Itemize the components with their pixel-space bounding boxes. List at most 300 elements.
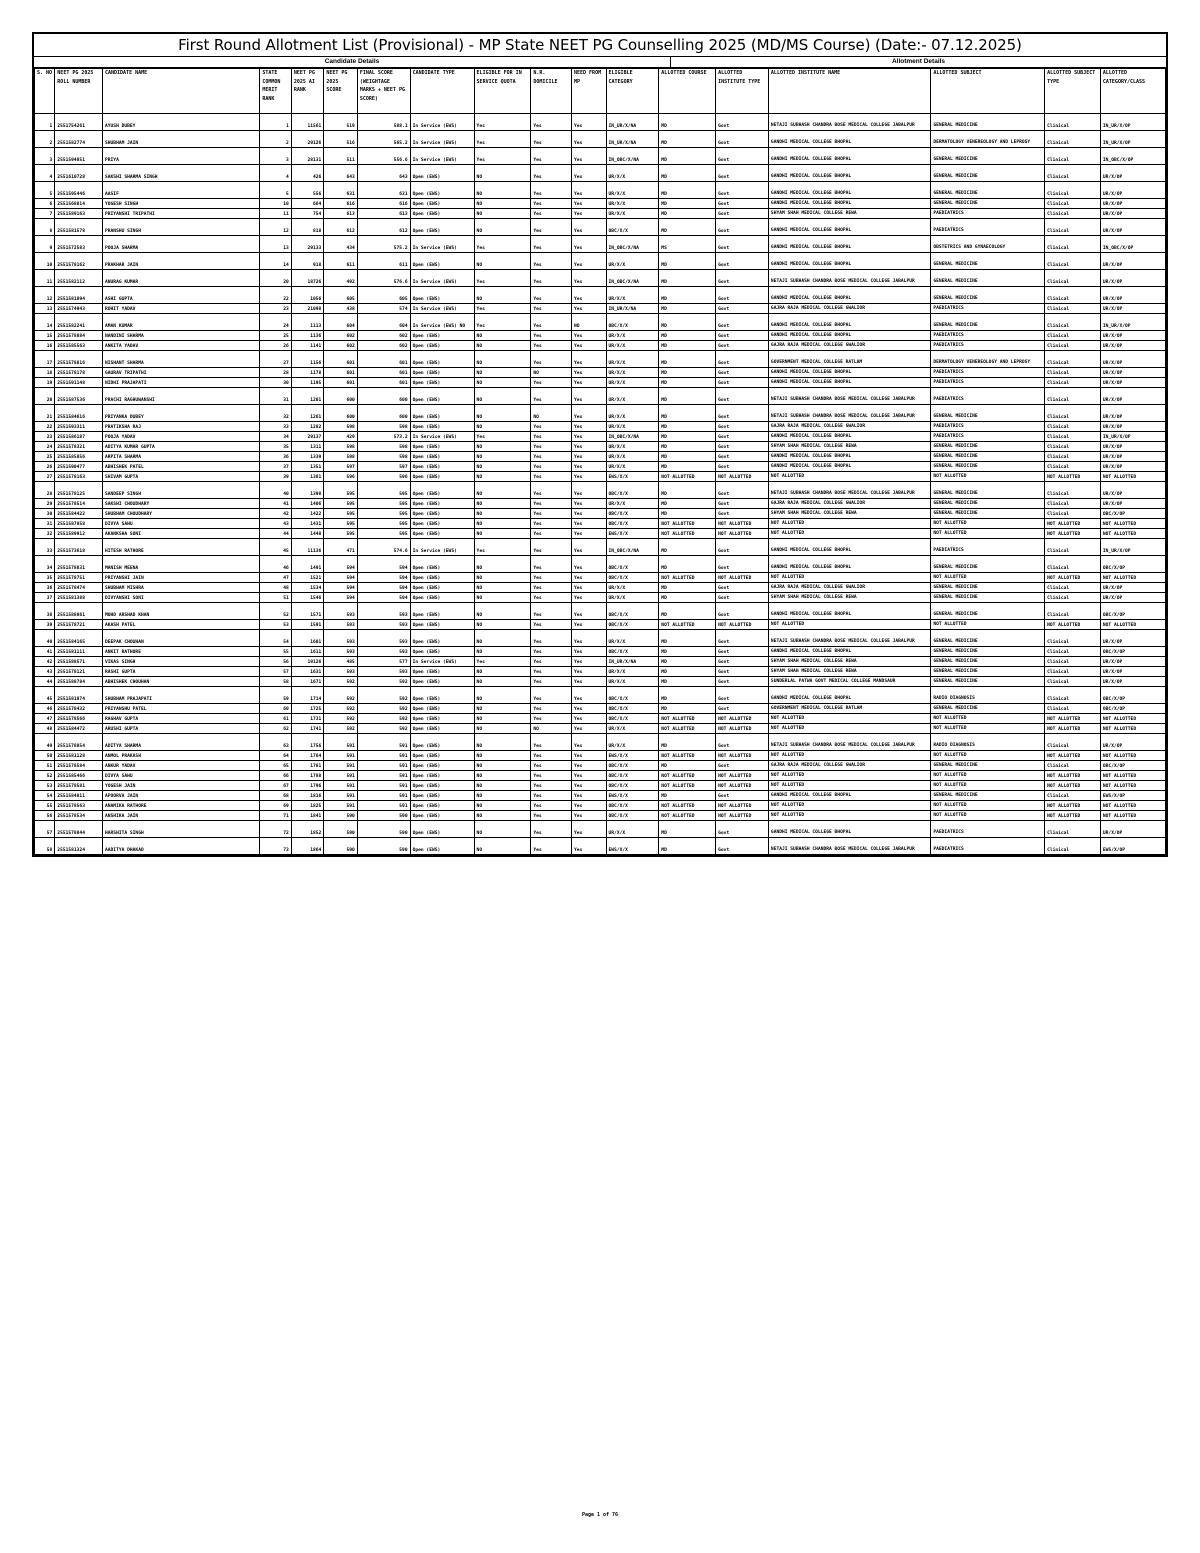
table-cell: 471 bbox=[324, 539, 358, 556]
table-cell: 426 bbox=[291, 165, 323, 182]
table-cell: In Service (EWS) NO bbox=[410, 314, 474, 331]
header-row bbox=[35, 69, 1166, 114]
table-cell: Yes bbox=[572, 422, 607, 432]
table-cell: 39 bbox=[35, 620, 55, 630]
table-cell: Open (EWS) bbox=[410, 442, 474, 452]
table-cell: PAEDIATRICS bbox=[931, 838, 1045, 855]
column-groups bbox=[34, 57, 1166, 68]
table-cell: MD bbox=[659, 687, 716, 704]
table-row bbox=[35, 462, 1166, 472]
table-cell: 40 bbox=[35, 630, 55, 647]
table-cell: 2551587536 bbox=[55, 388, 103, 405]
table-row bbox=[35, 556, 1166, 573]
table-cell: NOT ALLOTTED bbox=[1100, 801, 1165, 811]
table-cell: 42 bbox=[260, 509, 291, 519]
table-cell: Yes bbox=[474, 270, 531, 287]
table-cell: OBC/X/X bbox=[606, 781, 659, 791]
table-cell: Yes bbox=[572, 838, 607, 855]
table-cell: 69 bbox=[260, 801, 291, 811]
table-cell: UR/X/X bbox=[606, 667, 659, 677]
table-cell: 591 bbox=[324, 734, 358, 751]
table-cell: PAEDIATRICS bbox=[931, 219, 1045, 236]
table-row bbox=[35, 573, 1166, 583]
table-cell: Open (EWS) bbox=[410, 452, 474, 462]
table-cell: 2551594851 bbox=[55, 148, 103, 165]
table-cell: MD bbox=[659, 270, 716, 287]
table-cell: Yes bbox=[531, 304, 572, 314]
table-cell: MD bbox=[659, 368, 716, 378]
table-cell: NOT ALLOTTED bbox=[931, 714, 1045, 724]
table-cell: IN_UR/X/OP bbox=[1100, 114, 1165, 131]
table-cell: GANDHI MEDICAL COLLEGE BHOPAL bbox=[768, 378, 930, 388]
table-cell: 1764 bbox=[291, 751, 323, 761]
table-cell: 594 bbox=[324, 573, 358, 583]
table-cell: Clinical bbox=[1045, 499, 1101, 509]
table-cell: Yes bbox=[531, 556, 572, 573]
table-cell: Yes bbox=[572, 131, 607, 148]
table-cell: Open (EWS) bbox=[410, 556, 474, 573]
table-cell: Yes bbox=[531, 529, 572, 539]
table-row bbox=[35, 341, 1166, 351]
table-cell: 1631 bbox=[291, 667, 323, 677]
table-cell: 594 bbox=[357, 583, 410, 593]
table-cell: 23 bbox=[260, 304, 291, 314]
table-cell: 26 bbox=[260, 341, 291, 351]
table-cell: 605 bbox=[324, 287, 358, 304]
table-cell: Yes bbox=[572, 657, 607, 667]
table-cell: 1056 bbox=[291, 287, 323, 304]
table-cell: 32 bbox=[35, 529, 55, 539]
table-cell: SHUBHAM CHOUDHARY bbox=[103, 509, 260, 519]
table-cell: 2551578162 bbox=[55, 253, 103, 270]
table-cell: Open (EWS) bbox=[410, 351, 474, 368]
table-cell: NO bbox=[474, 573, 531, 583]
table-cell: NIDHI PRAJAPATI bbox=[103, 378, 260, 388]
table-cell: 2551581874 bbox=[55, 687, 103, 704]
table-cell: 2551578563 bbox=[55, 801, 103, 811]
table-cell: Clinical bbox=[1045, 209, 1101, 219]
table-cell: 29 bbox=[35, 499, 55, 509]
table-cell: 1141 bbox=[291, 341, 323, 351]
table-cell: NOT ALLOTTED bbox=[716, 801, 769, 811]
table-cell: NOT ALLOTTED bbox=[659, 771, 716, 781]
table-cell: Open (EWS) bbox=[410, 704, 474, 714]
table-cell: Govt bbox=[716, 378, 769, 388]
table-cell: Clinical bbox=[1045, 304, 1101, 314]
table-cell: GANDHI MEDICAL COLLEGE BHOPAL bbox=[768, 539, 930, 556]
table-cell: GENERAL MEDICINE bbox=[931, 657, 1045, 667]
table-cell: Open (EWS) bbox=[410, 482, 474, 499]
table-cell: 434 bbox=[324, 236, 358, 253]
table-cell: 11 bbox=[35, 270, 55, 287]
table-cell: Govt bbox=[716, 499, 769, 509]
table-cell: 60 bbox=[260, 704, 291, 714]
table-cell: IN_UR/X/NA bbox=[606, 657, 659, 667]
table-cell: GENERAL MEDICINE bbox=[931, 405, 1045, 422]
table-cell: Yes bbox=[474, 131, 531, 148]
table-cell: IN_OBC/X/NA bbox=[606, 148, 659, 165]
table-cell: Open (EWS) bbox=[410, 182, 474, 199]
table-cell: 2551590477 bbox=[55, 462, 103, 472]
table-cell: Open (EWS) bbox=[410, 378, 474, 388]
table-cell: 43 bbox=[35, 667, 55, 677]
table-cell: Govt bbox=[716, 432, 769, 442]
table-cell: 65 bbox=[260, 761, 291, 771]
table-cell: 600 bbox=[357, 388, 410, 405]
table-cell: UR/X/OP bbox=[1100, 422, 1165, 432]
table-cell: Govt bbox=[716, 482, 769, 499]
table-cell: Yes bbox=[531, 509, 572, 519]
table-cell: GANDHI MEDICAL COLLEGE BHOPAL bbox=[768, 821, 930, 838]
table-cell: Govt bbox=[716, 422, 769, 432]
table-cell: MD bbox=[659, 583, 716, 593]
table-cell: SAKSHI CHOUDHARY bbox=[103, 499, 260, 509]
table-cell: Govt bbox=[716, 165, 769, 182]
table-cell: Govt bbox=[716, 704, 769, 714]
table-cell: UR/X/X bbox=[606, 165, 659, 182]
table-cell: Govt bbox=[716, 236, 769, 253]
table-cell: Open (EWS) bbox=[410, 165, 474, 182]
column-header: ELIGIBLE FOR IN SERVICE QUOTA bbox=[474, 69, 531, 114]
table-row bbox=[35, 657, 1166, 667]
table-row bbox=[35, 734, 1166, 751]
table-cell: Clinical bbox=[1045, 603, 1101, 620]
table-cell: 9 bbox=[35, 236, 55, 253]
table-cell: RADIO DIAGNOSIS bbox=[931, 734, 1045, 751]
table-cell: MD bbox=[659, 253, 716, 270]
table-cell: VIKAS SINGH bbox=[103, 657, 260, 667]
table-cell: 14 bbox=[260, 253, 291, 270]
table-cell: In Service (EWS) bbox=[410, 539, 474, 556]
table-cell: Yes bbox=[572, 462, 607, 472]
table-cell: 2551581388 bbox=[55, 593, 103, 603]
table-cell: GAJRA RAJA MEDICAL COLLEGE GWALIOR bbox=[768, 422, 930, 432]
table-cell: NOT ALLOTTED bbox=[931, 781, 1045, 791]
table-row bbox=[35, 821, 1166, 838]
table-cell: GANDHI MEDICAL COLLEGE BHOPAL bbox=[768, 182, 930, 199]
table-cell: 27 bbox=[260, 351, 291, 368]
table-cell: GANDHI MEDICAL COLLEGE BHOPAL bbox=[768, 287, 930, 304]
table-cell: 7 bbox=[35, 209, 55, 219]
table-cell: 38 bbox=[35, 603, 55, 620]
table-cell: Yes bbox=[572, 378, 607, 388]
table-cell: IN_UR/X/OP bbox=[1100, 131, 1165, 148]
table-cell: NO bbox=[474, 509, 531, 519]
table-cell: 596 bbox=[324, 472, 358, 482]
table-cell: 592 bbox=[357, 687, 410, 704]
table-cell: NO bbox=[474, 781, 531, 791]
table-cell: NOT ALLOTTED bbox=[931, 801, 1045, 811]
table-cell: Yes bbox=[572, 148, 607, 165]
table-cell: NO bbox=[474, 761, 531, 771]
table-cell: MD bbox=[659, 509, 716, 519]
table-cell: Open (EWS) bbox=[410, 422, 474, 432]
table-cell: 2551585563 bbox=[55, 341, 103, 351]
table-cell: 48 bbox=[35, 724, 55, 734]
table-cell: 13 bbox=[35, 304, 55, 314]
table-cell: MD bbox=[659, 452, 716, 462]
table-cell: Clinical bbox=[1045, 704, 1101, 714]
table-cell: ARPITA SHARMA bbox=[103, 452, 260, 462]
table-cell: 18 bbox=[35, 368, 55, 378]
table-cell: NOT ALLOTTED bbox=[1100, 751, 1165, 761]
table-cell: 2551578121 bbox=[55, 667, 103, 677]
table-cell: Clinical bbox=[1045, 236, 1101, 253]
table-cell: NO bbox=[474, 811, 531, 821]
table-cell: NOT ALLOTTED bbox=[931, 472, 1045, 482]
table-cell: Clinical bbox=[1045, 405, 1101, 422]
table-cell: NOT ALLOTTED bbox=[716, 781, 769, 791]
table-cell: 2551585856 bbox=[55, 452, 103, 462]
table-cell: Yes bbox=[531, 647, 572, 657]
table-cell: IN_OBC/X/NA bbox=[606, 539, 659, 556]
table-cell: OBC/X/X bbox=[606, 573, 659, 583]
table-cell: AKANKSHA SONI bbox=[103, 529, 260, 539]
table-cell: 15 bbox=[35, 331, 55, 341]
table-row bbox=[35, 314, 1166, 331]
table-cell: 47 bbox=[260, 573, 291, 583]
table-cell: DIVYANSHI SONI bbox=[103, 593, 260, 603]
table-cell: Yes bbox=[531, 219, 572, 236]
table-cell: 594 bbox=[357, 573, 410, 583]
table-cell: Govt bbox=[716, 182, 769, 199]
table-cell: EWS/X/X bbox=[606, 791, 659, 801]
table-cell: NOT ALLOTTED bbox=[716, 724, 769, 734]
table-cell: GANDHI MEDICAL COLLEGE BHOPAL bbox=[768, 131, 930, 148]
table-cell: Clinical bbox=[1045, 378, 1101, 388]
table-cell: DEEPAK CHOUHAN bbox=[103, 630, 260, 647]
table-row bbox=[35, 253, 1166, 270]
table-cell: 10 bbox=[260, 199, 291, 209]
table-cell: 1311 bbox=[291, 442, 323, 452]
table-cell: 24 bbox=[35, 442, 55, 452]
table-cell: PRANSHU SINGH bbox=[103, 219, 260, 236]
table-cell: OBSTETRICS AND GYNAECOLOGY bbox=[931, 236, 1045, 253]
table-cell: Govt bbox=[716, 677, 769, 687]
table-cell: UR/X/X bbox=[606, 452, 659, 462]
table-cell: 1852 bbox=[291, 821, 323, 838]
table-cell: In Service (EWS) bbox=[410, 148, 474, 165]
table-cell: NOT ALLOTTED bbox=[1045, 573, 1101, 583]
table-row bbox=[35, 704, 1166, 714]
table-cell: MD bbox=[659, 539, 716, 556]
table-cell: GENERAL MEDICINE bbox=[931, 647, 1045, 657]
table-cell: NOT ALLOTTED bbox=[659, 519, 716, 529]
table-cell: MD bbox=[659, 667, 716, 677]
table-row bbox=[35, 781, 1166, 791]
table-cell: NO bbox=[474, 422, 531, 432]
table-row bbox=[35, 630, 1166, 647]
table-cell: GENERAL MEDICINE bbox=[931, 791, 1045, 801]
table-cell: 1491 bbox=[291, 556, 323, 573]
table-cell: NOT ALLOTTED bbox=[931, 573, 1045, 583]
table-cell: NOT ALLOTTED bbox=[716, 573, 769, 583]
table-row bbox=[35, 539, 1166, 556]
table-cell: 598 bbox=[357, 452, 410, 462]
table-cell: Yes bbox=[531, 519, 572, 529]
table-cell: UR/X/X bbox=[606, 821, 659, 838]
table-cell: 51 bbox=[35, 761, 55, 771]
table-cell: Yes bbox=[572, 287, 607, 304]
table-cell: Yes bbox=[531, 821, 572, 838]
table-cell: 593 bbox=[357, 620, 410, 630]
table-row bbox=[35, 378, 1166, 388]
table-cell: NOT ALLOTTED bbox=[659, 620, 716, 630]
table-cell: NETAJI SUBHASH CHANDRA BOSE MEDICAL COLLEGE JABALPUR bbox=[768, 405, 930, 422]
column-header: NEET PG 2025 AI RANK bbox=[291, 69, 323, 114]
table-cell: Yes bbox=[474, 657, 531, 667]
table-cell: Yes bbox=[572, 199, 607, 209]
table-cell: NOT ALLOTTED bbox=[1045, 781, 1101, 791]
table-cell: IN_OBC/X/NA bbox=[606, 236, 659, 253]
table-cell: MD bbox=[659, 704, 716, 714]
table-cell: Yes bbox=[572, 529, 607, 539]
table-cell: UR/X/OP bbox=[1100, 452, 1165, 462]
table-cell: 34 bbox=[35, 556, 55, 573]
table-cell: 2551578474 bbox=[55, 583, 103, 593]
table-cell: 1534 bbox=[291, 583, 323, 593]
table-cell: NO bbox=[474, 556, 531, 573]
table-cell: Yes bbox=[531, 781, 572, 791]
table-cell: POOJA SHARMA bbox=[103, 236, 260, 253]
table-cell: MD bbox=[659, 677, 716, 687]
table-cell: 601 bbox=[324, 351, 358, 368]
table-cell: GANDHI MEDICAL COLLEGE BHOPAL bbox=[768, 791, 930, 801]
table-cell: NO bbox=[474, 667, 531, 677]
table-cell: GAJRA RAJA MEDICAL COLLEGE GWALIOR bbox=[768, 341, 930, 351]
table-cell: In Service (EWS) bbox=[410, 270, 474, 287]
table-row bbox=[35, 405, 1166, 422]
column-header: CANDIDATE NAME bbox=[103, 69, 260, 114]
table-cell: 48 bbox=[260, 583, 291, 593]
table-cell: 28 bbox=[260, 368, 291, 378]
table-cell: NETAJI SUBHASH CHANDRA BOSE MEDICAL COLLEGE JABALPUR bbox=[768, 270, 930, 287]
table-cell: MD bbox=[659, 821, 716, 838]
table-cell: NO bbox=[474, 771, 531, 781]
table-cell: 602 bbox=[357, 341, 410, 351]
table-cell: UR/X/OP bbox=[1100, 630, 1165, 647]
table-cell: 35 bbox=[35, 573, 55, 583]
table-cell: 36 bbox=[260, 452, 291, 462]
table-cell: NOT ALLOTTED bbox=[1045, 751, 1101, 761]
table-cell: NO bbox=[474, 724, 531, 734]
table-cell: NO bbox=[474, 199, 531, 209]
table-cell: ANMOL PRAKASH bbox=[103, 751, 260, 761]
table-cell: NETAJI SUBHASH CHANDRA BOSE MEDICAL COLLEGE JABALPUR bbox=[768, 388, 930, 405]
table-cell: PRIYANSHI JAIN bbox=[103, 573, 260, 583]
table-cell: 2551578321 bbox=[55, 442, 103, 452]
table-cell: 597 bbox=[324, 462, 358, 472]
table-cell: PAEDIATRICS bbox=[931, 331, 1045, 341]
table-cell: In Service (EWS) bbox=[410, 432, 474, 442]
table-cell: Govt bbox=[716, 270, 769, 287]
table-cell: GANDHI MEDICAL COLLEGE BHOPAL bbox=[768, 314, 930, 331]
table-cell: MD bbox=[659, 199, 716, 209]
table-cell: 30 bbox=[35, 509, 55, 519]
table-cell: GENERAL MEDICINE bbox=[931, 583, 1045, 593]
table-cell: 1571 bbox=[291, 603, 323, 620]
table-cell: 591 bbox=[357, 751, 410, 761]
table-cell: 1864 bbox=[291, 838, 323, 855]
table-cell: 598 bbox=[324, 422, 358, 432]
table-cell: Yes bbox=[531, 539, 572, 556]
table-cell: 519 bbox=[324, 114, 358, 131]
table-cell: GANDHI MEDICAL COLLEGE BHOPAL bbox=[768, 253, 930, 270]
table-cell: 62 bbox=[260, 724, 291, 734]
table-cell: OBC/X/OP bbox=[1100, 761, 1165, 771]
table-cell: Govt bbox=[716, 821, 769, 838]
table-cell: NO bbox=[474, 472, 531, 482]
table-cell: Govt bbox=[716, 442, 769, 452]
table-cell: GENERAL MEDICINE bbox=[931, 270, 1045, 287]
table-cell: 600 bbox=[324, 405, 358, 422]
table-cell: 56 bbox=[35, 811, 55, 821]
table-row bbox=[35, 114, 1166, 131]
table-cell: Yes bbox=[531, 472, 572, 482]
allotment-details-group: Allotment Details bbox=[891, 58, 946, 65]
column-header: NEET PG 2025 SCORE bbox=[324, 69, 358, 114]
table-cell: Govt bbox=[716, 630, 769, 647]
table-cell: Yes bbox=[572, 182, 607, 199]
page-number: Page 1 of 76 bbox=[581, 1512, 619, 1518]
table-row bbox=[35, 270, 1166, 287]
table-cell: Clinical bbox=[1045, 593, 1101, 603]
table-cell: ANSHIKA JAIN bbox=[103, 811, 260, 821]
table-cell: 2551578581 bbox=[55, 781, 103, 791]
table-cell: UR/X/X bbox=[606, 677, 659, 687]
table-cell: 55 bbox=[35, 801, 55, 811]
table-cell: Open (EWS) bbox=[410, 593, 474, 603]
table-cell: MOHD ARSHAD KHAN bbox=[103, 603, 260, 620]
table-cell: 2551588571 bbox=[55, 657, 103, 667]
table-cell: 592 bbox=[324, 704, 358, 714]
table-cell: 53 bbox=[260, 620, 291, 630]
table-cell: POOJA YADAV bbox=[103, 432, 260, 442]
table-cell: OBC/X/X bbox=[606, 314, 659, 331]
table-cell: 631 bbox=[357, 182, 410, 199]
table-cell: Open (EWS) bbox=[410, 838, 474, 855]
table-cell: 590 bbox=[324, 811, 358, 821]
table-cell: Open (EWS) bbox=[410, 529, 474, 539]
table-cell: 2551572583 bbox=[55, 236, 103, 253]
table-row bbox=[35, 791, 1166, 801]
table-cell: Clinical bbox=[1045, 791, 1101, 801]
table-cell: Yes bbox=[531, 462, 572, 472]
table-cell: Clinical bbox=[1045, 462, 1101, 472]
table-cell: NOT ALLOTTED bbox=[768, 714, 930, 724]
table-cell: NOT ALLOTTED bbox=[768, 573, 930, 583]
table-cell: PRIYANSHI TRIPATHI bbox=[103, 209, 260, 219]
table-cell: NOT ALLOTTED bbox=[1045, 811, 1101, 821]
table-cell: Open (EWS) bbox=[410, 667, 474, 677]
table-cell: GENERAL MEDICINE bbox=[931, 314, 1045, 331]
table-cell: 1113 bbox=[291, 314, 323, 331]
table-cell: DERMATOLOGY VENEREOLOGY AND LEPROSY bbox=[931, 351, 1045, 368]
table-cell: 429 bbox=[324, 432, 358, 442]
table-cell: IN_UR/X/OP bbox=[1100, 539, 1165, 556]
column-header: ALLOTTED COURSE bbox=[659, 69, 716, 114]
table-cell: NETAJI SUBHASH CHANDRA BOSE MEDICAL COLLEGE JABALPUR bbox=[768, 734, 930, 751]
table-cell: Clinical bbox=[1045, 838, 1101, 855]
table-cell: UR/X/OP bbox=[1100, 331, 1165, 341]
table-cell: UR/X/OP bbox=[1100, 341, 1165, 351]
table-cell: MD bbox=[659, 657, 716, 667]
table-cell: Yes bbox=[572, 761, 607, 771]
table-cell: 613 bbox=[324, 209, 358, 219]
table-cell: 592 bbox=[324, 677, 358, 687]
table-cell: GANDHI MEDICAL COLLEGE BHOPAL bbox=[768, 452, 930, 462]
table-cell: NOT ALLOTTED bbox=[716, 529, 769, 539]
